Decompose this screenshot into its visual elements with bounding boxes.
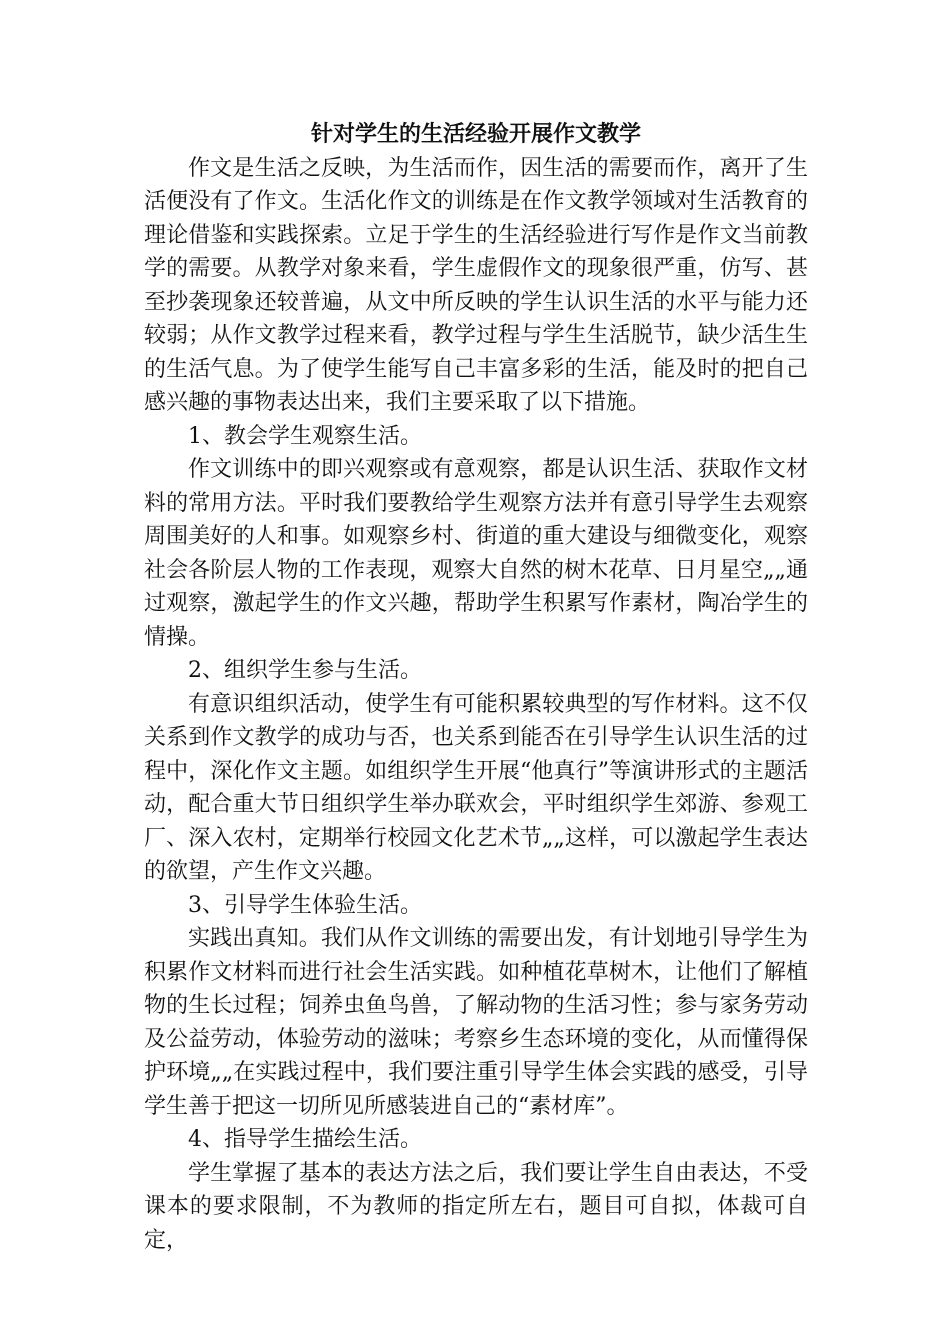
paragraph-describe: 学生掌握了基本的表达方法之后，我们要让学生自由表达，不受课本的要求限制，不为教师的指定所左右，题目可自拟，体裁可自定， xyxy=(144,1160,808,1253)
paragraph-participate: 有意识组织活动，使学生有可能积累较典型的写作材料。这不仅关系到作文教学的成功与否，也关系到能否在引导学生认识生活的过程中，深化作文主题。如组织学生开展“他真行”等演讲形式的主题活动，配合重大节日组织学生举办联欢会，平时组织学生郊游、参观工厂、深入农村，定期举行校园文化艺术节„„这样，可以激起学生表达的欲望，产生作文兴趣。 xyxy=(144,691,808,884)
paragraph-intro: 作文是生活之反映，为生活而作，因生活的需要而作，离开了生活便没有了作文。生活化作文的训练是在作文教学领域对生活教育的理论借鉴和实践探索。立足于学生的生活经验进行写作是作文当前教学的需要。从教学对象来看，学生虚假作文的现象很严重，仿写、甚至抄袭现象还较普遍，从文中所反映的学生认识生活的水平与能力还较弱；从作文教学过程来看，教学过程与学生生活脱节，缺少活生生的生活气息。为了使学生能写自己丰富多彩的生活，能及时的把自己感兴趣的事物表达出来，我们主要采取了以下措施。 xyxy=(144,155,808,415)
paragraph-experience: 实践出真知。我们从作文训练的需要出发，有计划地引导学生为积累作文材料而进行社会生活实践。如种植花草树木，让他们了解植物的生长过程；饲养虫鱼鸟兽，了解动物的生活习性；参与家务劳动及公益劳动，体验劳动的滋味；考察乡生态环境的变化，从而懂得保护环境„„在实践过程中，我们要注重引导学生体会实践的感受，引导学生善于把这一切所见所感装进自己的“素材库”。 xyxy=(144,926,808,1119)
document-title: 针对学生的生活经验开展作文教学 xyxy=(310,122,641,147)
section-heading-describe: 4、指导学生描绘生活。 xyxy=(188,1127,422,1152)
section-heading-observe: 1、教会学生观察生活。 xyxy=(188,423,422,449)
section-heading-participate: 2、组织学生参与生活。 xyxy=(188,658,422,683)
document-body xyxy=(144,118,808,1257)
section-heading-experience: 3、引导学生体验生活。 xyxy=(188,892,422,918)
paragraph-observe: 作文训练中的即兴观察或有意观察，都是认识生活、获取作文材料的常用方法。平时我们要教给学生观察方法并有意引导学生去观察周围美好的人和事。如观察乡村、街道的重大建设与细微变化，观察社会各阶层人物的工作表现，观察大自然的树木花草、日月星空„„通过观察，激起学生的作文兴趣，帮助学生积累写作素材，陶冶学生的情操。 xyxy=(144,457,808,650)
